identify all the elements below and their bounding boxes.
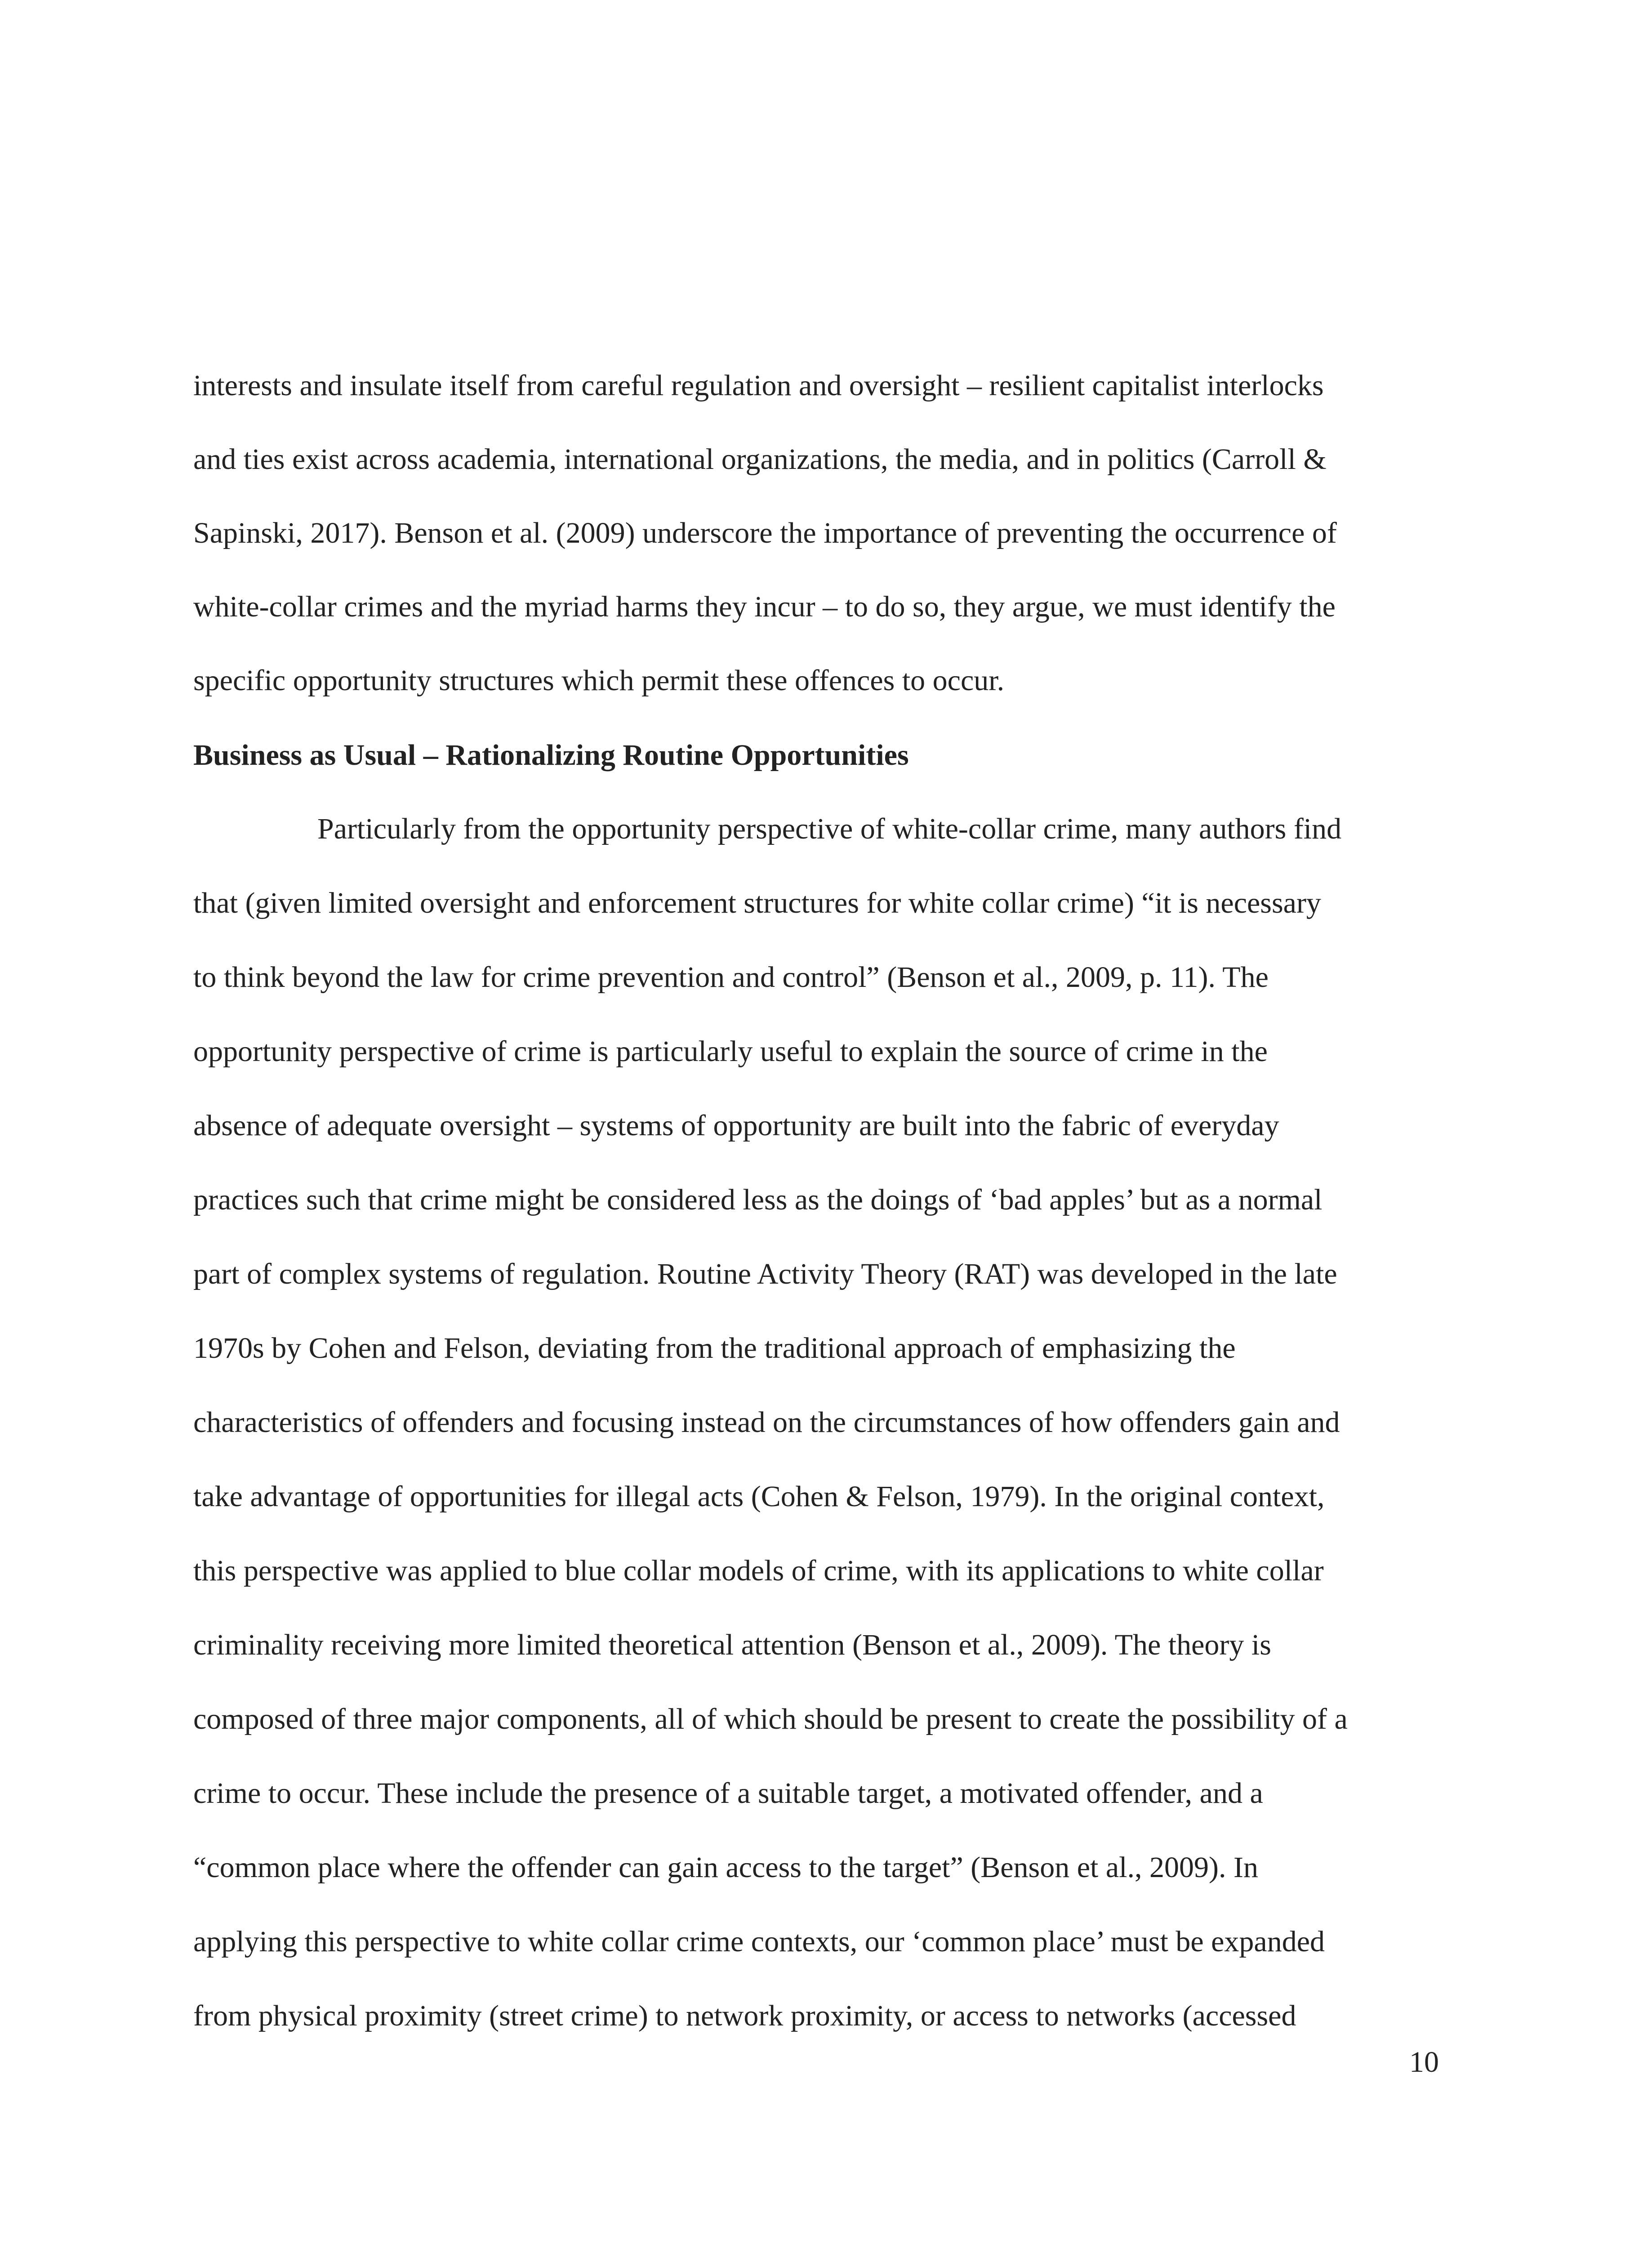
paragraph-2-line: “common place where the offender can gain access to the target” (Benson et al., 2009). In (193, 1851, 1258, 1884)
paragraph-2-line: this perspective was applied to blue collar models of crime, with its applications to white collar (193, 1554, 1324, 1587)
page-number: 10 (1409, 2046, 1439, 2079)
paragraph-2-line: part of complex systems of regulation. Routine Activity Theory (RAT) was developed in the late (193, 1258, 1337, 1290)
paragraph-2-line: opportunity perspective of crime is particularly useful to explain the source of crime in the (193, 1035, 1268, 1068)
paragraph-2-line: 1970s by Cohen and Felson, deviating from the traditional approach of emphasizing the (193, 1332, 1236, 1365)
paragraph-2-line: composed of three major components, all of which should be present to create the possibility of a (193, 1703, 1348, 1735)
paragraph-1-line: Sapinski, 2017). Benson et al. (2009) underscore the importance of preventing the occurrence of (193, 517, 1337, 549)
paragraph-1-line: interests and insulate itself from careful regulation and oversight – resilient capitalist interlocks (193, 369, 1324, 402)
paragraph-1-line: specific opportunity structures which permit these offences to occur. (193, 664, 1005, 697)
paragraph-1-line: and ties exist across academia, international organizations, the media, and in politics (Carroll & (193, 443, 1327, 476)
paragraph-2-line: practices such that crime might be considered less as the doings of ‘bad apples’ but as a normal (193, 1183, 1322, 1216)
paragraph-1-line: white-collar crimes and the myriad harms they incur – to do so, they argue, we must identify the (193, 590, 1336, 623)
paragraph-2-line: characteristics of offenders and focusing instead on the circumstances of how offenders gain and (193, 1406, 1340, 1439)
paragraph-2-line: crime to occur. These include the presence of a suitable target, a motivated offender, and a (193, 1777, 1263, 1810)
paragraph-2-line: that (given limited oversight and enforcement structures for white collar crime) “it is necessary (193, 887, 1321, 919)
paragraph-2-line: absence of adequate oversight – systems of opportunity are built into the fabric of everyday (193, 1109, 1279, 1142)
paragraph-2-line: applying this perspective to white collar crime contexts, our ‘common place’ must be expanded (193, 1925, 1325, 1958)
paragraph-2-line: to think beyond the law for crime prevention and control” (Benson et al., 2009, p. 11). The (193, 961, 1269, 994)
paragraph-2-line: criminality receiving more limited theoretical attention (Benson et al., 2009). The theory is (193, 1628, 1271, 1661)
paragraph-2-line: from physical proximity (street crime) to network proximity, or access to networks (accessed (193, 1999, 1296, 2032)
section-heading: Business as Usual – Rationalizing Routine Opportunities (193, 739, 909, 772)
paragraph-2-line: take advantage of opportunities for illegal acts (Cohen & Felson, 1979). In the original context, (193, 1480, 1325, 1513)
paragraph-2-line: Particularly from the opportunity perspective of white-collar crime, many authors find (317, 812, 1342, 845)
